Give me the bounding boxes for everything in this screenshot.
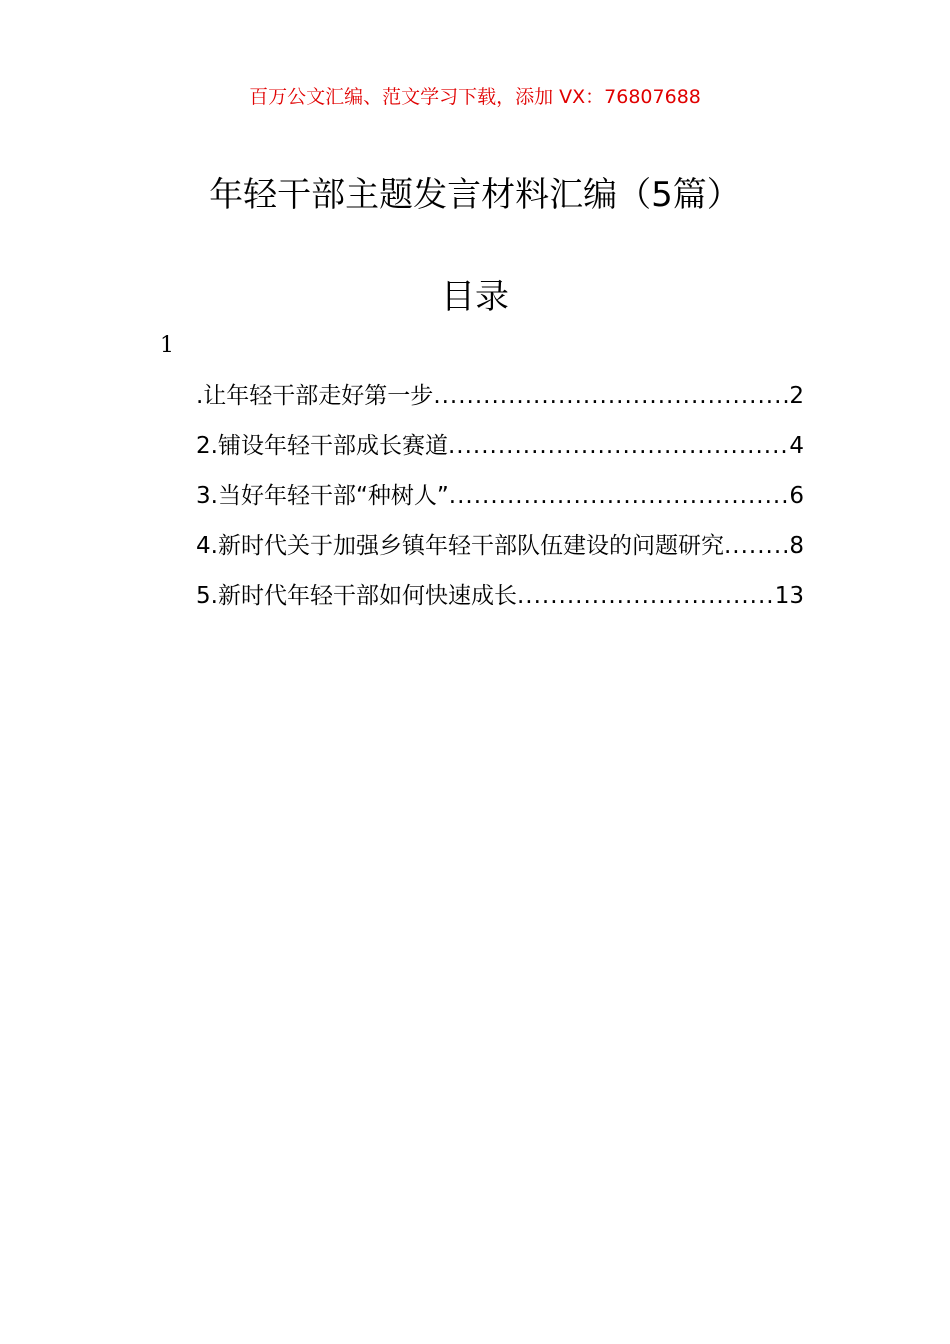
toc-page-number: 6 (789, 483, 804, 509)
toc-dot-leader (724, 530, 789, 562)
toc-dot-leader (449, 480, 790, 512)
toc-entry-1[interactable] (196, 380, 804, 430)
header-banner: 百万公文汇编、范文学习下载，添加 VX：76807688 (249, 86, 701, 108)
toc-entry-5[interactable] (196, 580, 804, 630)
toc-entry-title: 4.新时代关于加强乡镇年轻干部队伍建设的问题研究 (196, 533, 724, 559)
document-title: 年轻干部主题发言材料汇编（5篇） (209, 175, 741, 215)
toc-entry-title: 2.铺设年轻干部成长赛道 (196, 433, 448, 459)
toc-entry-title: .让年轻干部走好第一步 (196, 383, 434, 409)
stray-list-number: 1 (160, 333, 174, 358)
table-of-contents (196, 380, 804, 630)
toc-entry-2[interactable] (196, 430, 804, 480)
toc-page-number: 8 (789, 533, 804, 559)
toc-page-number: 2 (789, 383, 804, 409)
toc-page-number: 13 (774, 583, 804, 609)
toc-dot-leader (433, 380, 789, 412)
toc-entry-3[interactable] (196, 480, 804, 530)
toc-dot-leader (448, 430, 789, 462)
toc-page-number: 4 (789, 433, 804, 459)
toc-dot-leader (517, 580, 775, 612)
toc-entry-4[interactable] (196, 530, 804, 580)
toc-entry-title: 5.新时代年轻干部如何快速成长 (196, 583, 517, 609)
toc-entry-title: 3.当好年轻干部“种树人” (196, 483, 449, 509)
toc-heading: 目录 (441, 277, 509, 317)
